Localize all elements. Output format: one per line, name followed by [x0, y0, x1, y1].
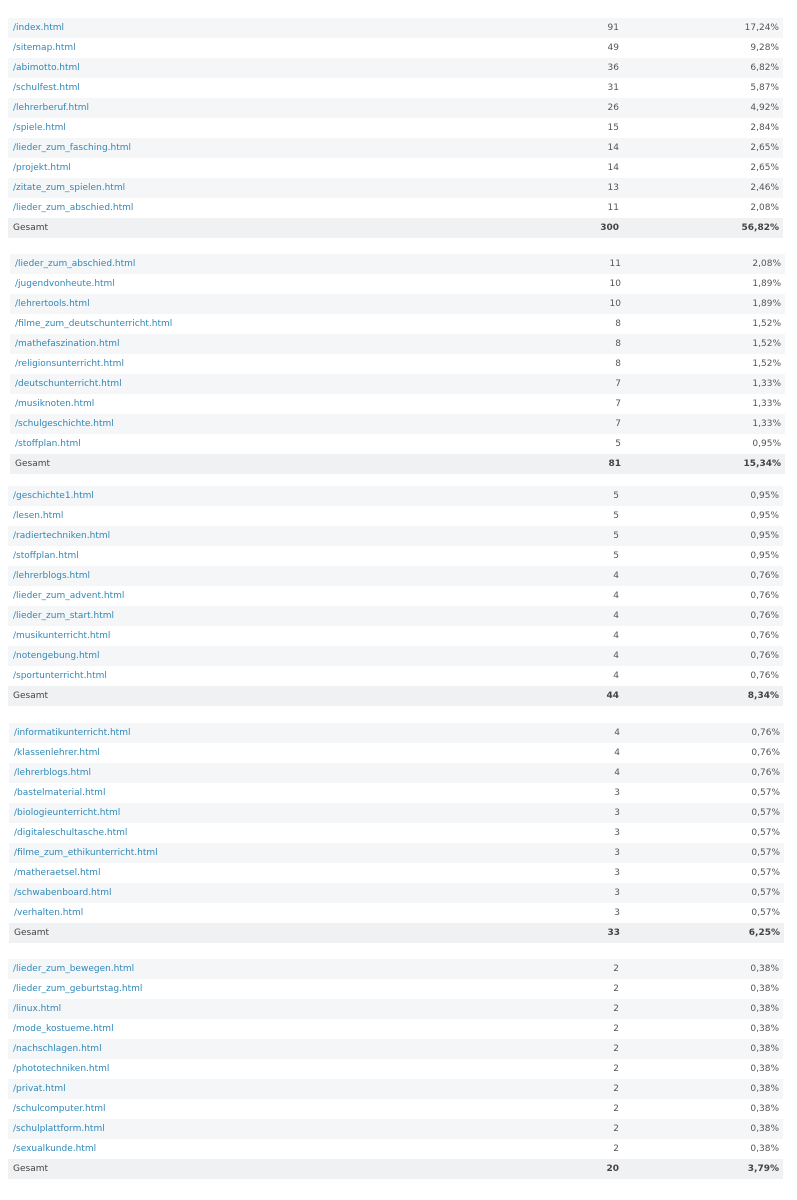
visit-count: 5: [538, 526, 623, 546]
page-link[interactable]: /musiknoten.html: [15, 399, 95, 409]
table-row: [8, 566, 783, 586]
page-cell: [8, 626, 538, 646]
visit-count: 49: [538, 38, 623, 58]
page-link[interactable]: /phototechniken.html: [13, 1064, 110, 1074]
page-cell: [9, 783, 539, 803]
visit-percent: 0,57%: [624, 883, 784, 903]
page-cell: [8, 38, 538, 58]
visit-count: 2: [538, 1059, 623, 1079]
page-cell: [8, 1019, 538, 1039]
visit-percent: 0,76%: [623, 586, 783, 606]
visit-count: 4: [538, 666, 623, 686]
visit-count: 31: [538, 78, 623, 98]
page-link[interactable]: /spiele.html: [13, 123, 66, 133]
page-link[interactable]: /filme_zum_deutschunterricht.html: [15, 319, 173, 329]
visit-percent: 0,38%: [623, 1059, 783, 1079]
total-count: 20: [538, 1159, 623, 1179]
page-cell: [8, 158, 538, 178]
visit-percent: 0,57%: [624, 823, 784, 843]
visit-percent: 0,38%: [623, 1079, 783, 1099]
page-cell: [8, 546, 538, 566]
page-link[interactable]: /sitemap.html: [13, 43, 76, 53]
page-link[interactable]: /klassenlehrer.html: [14, 748, 100, 758]
page-cell: [8, 606, 538, 626]
visit-percent: 1,33%: [625, 374, 785, 394]
visit-count: 4: [539, 743, 624, 763]
stats-table-4: [9, 723, 784, 943]
total-count: 33: [539, 923, 624, 943]
page-link[interactable]: /lieder_zum_advent.html: [13, 591, 125, 601]
table-row: [10, 354, 785, 374]
table-row: [10, 274, 785, 294]
visit-count: 3: [539, 883, 624, 903]
page-link[interactable]: /verhalten.html: [14, 908, 84, 918]
table-row: [8, 58, 783, 78]
visit-percent: 0,76%: [624, 723, 784, 743]
visit-count: 3: [539, 823, 624, 843]
page-link[interactable]: /filme_zum_ethikunterricht.html: [14, 848, 158, 858]
page-link[interactable]: /schulfest.html: [13, 83, 80, 93]
visit-percent: 0,38%: [623, 959, 783, 979]
visit-percent: 0,95%: [623, 526, 783, 546]
visit-percent: 0,76%: [623, 566, 783, 586]
visit-percent: 2,84%: [623, 118, 783, 138]
visit-count: 2: [538, 1019, 623, 1039]
visit-count: 3: [539, 803, 624, 823]
visit-percent: 0,38%: [623, 1019, 783, 1039]
visit-count: 10: [540, 274, 625, 294]
stats-table-3: [8, 486, 783, 706]
page-cell: [10, 254, 540, 274]
visit-percent: 0,95%: [623, 546, 783, 566]
visit-count: 7: [540, 394, 625, 414]
page-cell: [10, 354, 540, 374]
visit-count: 2: [538, 1039, 623, 1059]
page-cell: [10, 314, 540, 334]
table-row: [9, 743, 784, 763]
total-row: [8, 1159, 783, 1179]
page-cell: [10, 414, 540, 434]
table-row: [8, 78, 783, 98]
visit-percent: 0,38%: [623, 1099, 783, 1119]
page-link[interactable]: /sexualkunde.html: [13, 1144, 97, 1154]
table-row: [8, 1119, 783, 1139]
page-link[interactable]: /sportunterricht.html: [13, 671, 107, 681]
page-link[interactable]: /bastelmaterial.html: [14, 788, 106, 798]
total-percent: 3,79%: [623, 1159, 783, 1179]
page-link[interactable]: /lieder_zum_abschied.html: [13, 203, 134, 213]
group-rows: [10, 254, 785, 474]
page-link[interactable]: /lieder_zum_fasching.html: [13, 143, 132, 153]
page-link[interactable]: /stoffplan.html: [13, 551, 79, 561]
visit-count: 11: [540, 254, 625, 274]
page-cell: [8, 98, 538, 118]
table-row: [9, 763, 784, 783]
visit-percent: 1,33%: [625, 394, 785, 414]
page-link[interactable]: /lehrerberuf.html: [13, 103, 90, 113]
table-row: [8, 506, 783, 526]
table-row: [9, 843, 784, 863]
table-row: [9, 883, 784, 903]
table-row: [8, 486, 783, 506]
page-link[interactable]: /biologieunterricht.html: [14, 808, 121, 818]
visit-count: 3: [539, 843, 624, 863]
table-row: [8, 118, 783, 138]
table-row: [8, 606, 783, 626]
page-cell: [9, 843, 539, 863]
page-link[interactable]: /lieder_zum_bewegen.html: [13, 964, 135, 974]
table-row: [8, 18, 783, 38]
page-link[interactable]: /digitaleschultasche.html: [14, 828, 128, 838]
visit-percent: 0,57%: [624, 843, 784, 863]
visit-count: 3: [539, 903, 624, 923]
page-link[interactable]: /radiertechniken.html: [13, 531, 111, 541]
page-cell: [8, 138, 538, 158]
page-cell: [9, 723, 539, 743]
page-link[interactable]: /mathefaszination.html: [15, 339, 120, 349]
table-row: [8, 626, 783, 646]
visit-percent: 0,76%: [623, 646, 783, 666]
table-row: [8, 526, 783, 546]
visit-count: 4: [538, 646, 623, 666]
visit-percent: 0,57%: [624, 863, 784, 883]
visit-percent: 0,57%: [624, 783, 784, 803]
visit-percent: 0,38%: [623, 979, 783, 999]
visit-percent: 0,38%: [623, 1039, 783, 1059]
visit-percent: 2,65%: [623, 158, 783, 178]
page-cell: [9, 883, 539, 903]
table-row: [10, 394, 785, 414]
page-cell: [8, 178, 538, 198]
page-cell: [8, 999, 538, 1019]
page-link[interactable]: /zitate_zum_spielen.html: [13, 183, 126, 193]
table-row: [9, 903, 784, 923]
visit-percent: 17,24%: [623, 18, 783, 38]
page-link[interactable]: /lesen.html: [13, 511, 64, 521]
visit-percent: 2,08%: [625, 254, 785, 274]
table-row: [10, 254, 785, 274]
table-row: [8, 198, 783, 218]
visit-percent: 0,95%: [625, 434, 785, 454]
visit-count: 26: [538, 98, 623, 118]
visit-percent: 0,38%: [623, 999, 783, 1019]
visit-count: 5: [538, 546, 623, 566]
total-row: [10, 454, 785, 474]
page-link[interactable]: /lehrertools.html: [15, 299, 90, 309]
page-cell: [8, 959, 538, 979]
table-row: [9, 723, 784, 743]
page-cell: [9, 803, 539, 823]
table-row: [8, 178, 783, 198]
visit-percent: 2,65%: [623, 138, 783, 158]
page-link[interactable]: /schwabenboard.html: [14, 888, 112, 898]
total-percent: 8,34%: [623, 686, 783, 706]
group-rows: [8, 18, 783, 238]
table-row: [10, 374, 785, 394]
table-row: [10, 334, 785, 354]
visit-percent: 0,76%: [624, 743, 784, 763]
page-cell: [9, 763, 539, 783]
page-link[interactable]: /lieder_zum_start.html: [13, 611, 115, 621]
page-cell: [8, 198, 538, 218]
page-link[interactable]: /musikunterricht.html: [13, 631, 111, 641]
visit-percent: 0,95%: [623, 506, 783, 526]
visit-count: 91: [538, 18, 623, 38]
page-link[interactable]: /lieder_zum_geburtstag.html: [13, 984, 143, 994]
total-percent: 15,34%: [625, 454, 785, 474]
table-row: [8, 98, 783, 118]
stats-table-1: [8, 18, 783, 238]
visit-count: 2: [538, 959, 623, 979]
visit-percent: 1,33%: [625, 414, 785, 434]
page-link[interactable]: /nachschlagen.html: [13, 1044, 102, 1054]
page-cell: [10, 334, 540, 354]
total-percent: 6,25%: [624, 923, 784, 943]
table-row: [8, 666, 783, 686]
table-row: [8, 1059, 783, 1079]
table-row: [10, 294, 785, 314]
table-row: [8, 1039, 783, 1059]
page-link[interactable]: /geschichte1.html: [13, 491, 94, 501]
visit-count: 4: [538, 566, 623, 586]
visit-count: 3: [539, 863, 624, 883]
page-cell: [10, 274, 540, 294]
page-cell: [8, 1099, 538, 1119]
page-cell: [9, 743, 539, 763]
total-label: Gesamt: [8, 1159, 538, 1179]
table-row: [10, 434, 785, 454]
visit-percent: 1,52%: [625, 314, 785, 334]
visit-count: 14: [538, 158, 623, 178]
visit-percent: 2,08%: [623, 198, 783, 218]
visit-count: 4: [539, 723, 624, 743]
total-row: [9, 923, 784, 943]
total-row: [8, 218, 783, 238]
visit-count: 2: [538, 1139, 623, 1159]
page-cell: [8, 58, 538, 78]
visit-count: 2: [538, 1119, 623, 1139]
page-cell: [8, 1119, 538, 1139]
page-cell: [10, 434, 540, 454]
page-link[interactable]: /linux.html: [13, 1004, 62, 1014]
visit-count: 4: [538, 606, 623, 626]
visit-percent: 5,87%: [623, 78, 783, 98]
visit-count: 10: [540, 294, 625, 314]
visit-percent: 0,76%: [623, 606, 783, 626]
total-label: Gesamt: [8, 686, 538, 706]
total-label: Gesamt: [8, 218, 538, 238]
page-cell: [8, 646, 538, 666]
table-row: [8, 1139, 783, 1159]
visit-count: 4: [539, 763, 624, 783]
page-cell: [10, 294, 540, 314]
visit-percent: 1,52%: [625, 334, 785, 354]
table-row: [10, 414, 785, 434]
page-link[interactable]: /mode_kostueme.html: [13, 1024, 114, 1034]
visit-count: 36: [538, 58, 623, 78]
visit-count: 13: [538, 178, 623, 198]
page-cell: [8, 486, 538, 506]
group-rows: [9, 723, 784, 943]
visit-count: 7: [540, 414, 625, 434]
visit-count: 4: [538, 586, 623, 606]
page-cell: [8, 78, 538, 98]
stats-table-5: [8, 959, 783, 1179]
visit-count: 5: [538, 486, 623, 506]
page-link[interactable]: /schulcomputer.html: [13, 1104, 106, 1114]
table-row: [9, 823, 784, 843]
visit-percent: 1,89%: [625, 274, 785, 294]
visit-count: 11: [538, 198, 623, 218]
visit-percent: 0,95%: [623, 486, 783, 506]
total-count: 300: [538, 218, 623, 238]
page-cell: [8, 506, 538, 526]
page-link[interactable]: /schulplattform.html: [13, 1124, 105, 1134]
table-row: [8, 1019, 783, 1039]
page-cell: [8, 1079, 538, 1099]
visit-count: 8: [540, 354, 625, 374]
page-link[interactable]: /schulgeschichte.html: [15, 419, 114, 429]
visit-percent: 0,38%: [623, 1119, 783, 1139]
table-row: [8, 38, 783, 58]
page-cell: [8, 979, 538, 999]
page-link[interactable]: /lehrerblogs.html: [13, 571, 90, 581]
page-cell: [8, 566, 538, 586]
table-row: [8, 158, 783, 178]
page-cell: [8, 1139, 538, 1159]
group-rows: [8, 959, 783, 1179]
page-cell: [8, 1059, 538, 1079]
table-row: [8, 546, 783, 566]
page-cell: [9, 863, 539, 883]
page-cell: [9, 903, 539, 923]
visit-count: 2: [538, 979, 623, 999]
page-cell: [9, 823, 539, 843]
page-link[interactable]: /index.html: [13, 23, 65, 33]
table-row: [8, 646, 783, 666]
total-count: 44: [538, 686, 623, 706]
page-cell: [8, 18, 538, 38]
visit-percent: 0,76%: [624, 763, 784, 783]
visit-count: 2: [538, 1079, 623, 1099]
table-row: [8, 999, 783, 1019]
page-link[interactable]: /projekt.html: [13, 163, 71, 173]
visit-percent: 0,57%: [624, 903, 784, 923]
visit-percent: 9,28%: [623, 38, 783, 58]
page-link[interactable]: /religionsunterricht.html: [15, 359, 124, 369]
table-row: [8, 959, 783, 979]
visit-count: 5: [540, 434, 625, 454]
visit-count: 4: [538, 626, 623, 646]
table-row: [9, 803, 784, 823]
page-link[interactable]: /lieder_zum_abschied.html: [15, 259, 136, 269]
visit-percent: 0,76%: [623, 666, 783, 686]
page-link[interactable]: /matheraetsel.html: [14, 868, 101, 878]
visit-count: 8: [540, 314, 625, 334]
total-percent: 56,82%: [623, 218, 783, 238]
page-cell: [10, 374, 540, 394]
page-cell: [8, 666, 538, 686]
group-rows: [8, 486, 783, 706]
visit-percent: 2,46%: [623, 178, 783, 198]
page-link[interactable]: /privat.html: [13, 1084, 66, 1094]
visit-count: 2: [538, 1099, 623, 1119]
table-row: [9, 863, 784, 883]
visit-count: 3: [539, 783, 624, 803]
visit-count: 2: [538, 999, 623, 1019]
visit-count: 7: [540, 374, 625, 394]
stats-table-2: [10, 254, 785, 474]
page-link[interactable]: /lehrerblogs.html: [14, 768, 91, 778]
page-cell: [8, 526, 538, 546]
visit-percent: 4,92%: [623, 98, 783, 118]
table-row: [8, 1079, 783, 1099]
page-cell: [10, 394, 540, 414]
visit-percent: 1,52%: [625, 354, 785, 374]
visit-count: 15: [538, 118, 623, 138]
visit-count: 5: [538, 506, 623, 526]
total-count: 81: [540, 454, 625, 474]
page-link[interactable]: /stoffplan.html: [15, 439, 81, 449]
table-row: [10, 314, 785, 334]
table-row: [9, 783, 784, 803]
total-row: [8, 686, 783, 706]
table-row: [8, 586, 783, 606]
table-row: [8, 1099, 783, 1119]
page-cell: [8, 586, 538, 606]
table-row: [8, 138, 783, 158]
visit-percent: 0,57%: [624, 803, 784, 823]
page-link[interactable]: /notengebung.html: [13, 651, 100, 661]
page-cell: [8, 118, 538, 138]
visit-percent: 1,89%: [625, 294, 785, 314]
table-row: [8, 979, 783, 999]
visit-count: 14: [538, 138, 623, 158]
page-link[interactable]: /abimotto.html: [13, 63, 80, 73]
page-link[interactable]: /informatikunterricht.html: [14, 728, 131, 738]
visit-count: 8: [540, 334, 625, 354]
visit-percent: 6,82%: [623, 58, 783, 78]
page-link[interactable]: /jugendvonheute.html: [15, 279, 115, 289]
visit-percent: 0,76%: [623, 626, 783, 646]
total-label: Gesamt: [10, 454, 540, 474]
page-link[interactable]: /deutschunterricht.html: [15, 379, 122, 389]
visit-percent: 0,38%: [623, 1139, 783, 1159]
total-label: Gesamt: [9, 923, 539, 943]
page-cell: [8, 1039, 538, 1059]
